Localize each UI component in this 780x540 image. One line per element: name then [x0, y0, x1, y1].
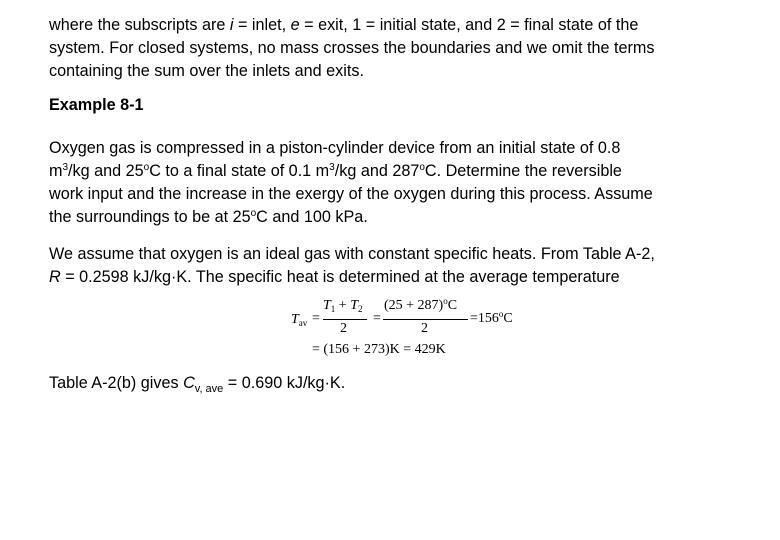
text-line: the surroundings to be at 25$^o$C and 100 kPa. — [49, 208, 368, 226]
fraction-bar — [383, 319, 468, 320]
intro-paragraph — [49, 14, 749, 83]
text-line: R = 0.2598 kJ/kg·K. The specific heat is determined at the average temperature — [49, 268, 620, 286]
text-line: system. For closed systems, no mass crosses the boundaries and we omit the terms — [49, 39, 655, 57]
specific-heat-paragraph — [49, 372, 749, 395]
fraction-denominator: 2 — [421, 321, 428, 336]
fraction-numerator: $T_1 + T_2$ — [323, 298, 363, 314]
equation-equals: = — [312, 311, 320, 326]
fraction-denominator: 2 — [340, 321, 347, 336]
text-line: containing the sum over the inlets and exits. — [49, 62, 364, 80]
equation-equals: = — [373, 311, 381, 326]
text-line: We assume that oxygen is an ideal gas with constant specific heats. From Table A-2, — [49, 245, 655, 263]
fraction-bar — [323, 319, 367, 320]
text-line: work input and the increase in the exergy of the oxygen during this process. Assume — [49, 185, 653, 203]
example-heading: Example 8-1 — [49, 96, 144, 114]
text-line: Oxygen gas is compressed in a piston-cylinder device from an initial state of 0.8 — [49, 139, 621, 157]
equation-lhs: $T_{av}$ — [291, 312, 308, 328]
average-temperature-equation — [283, 296, 533, 362]
equation-result: $=156^oC$ — [470, 309, 513, 326]
problem-paragraph — [49, 137, 749, 229]
equation-second-line: = (156 + 273)K = 429K — [312, 342, 446, 357]
text-line: $m^3/kg$ and 25$^o$C to a final state of 0.1 $m^3/kg$ and 287$^o$C. Determine the reversible — [49, 162, 622, 180]
solution-paragraph — [49, 243, 749, 289]
text-line: where the subscripts are i = inlet, e = exit, 1 = initial state, and 2 = final state of the — [49, 16, 639, 34]
text-line: Table A-2(b) gives $C_{v, ave} = 0.690$ kJ/kg·K. — [49, 374, 346, 395]
fraction-numerator: $(25 + 287)^oC$ — [384, 296, 458, 313]
